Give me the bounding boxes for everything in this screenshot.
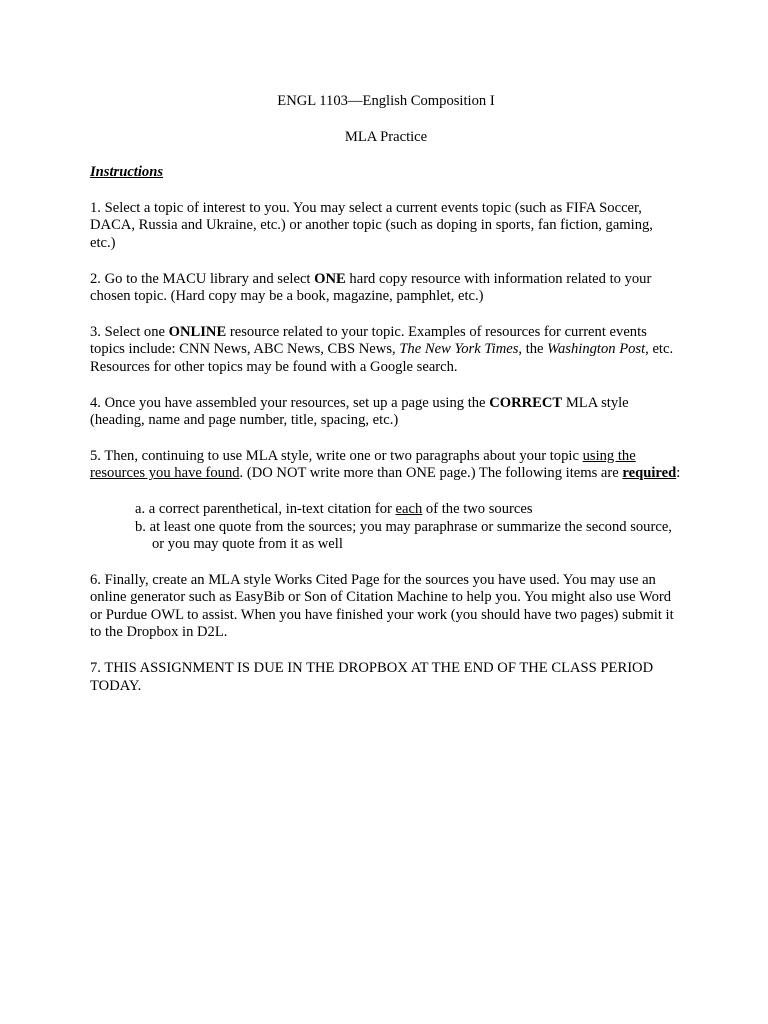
item-2-text-end: hard copy resource with information related to your chosen topic. (Hard copy may be a book, magazine, pamphlet, etc.) — [90, 270, 652, 305]
item-2-emphasis-one: ONE — [314, 270, 346, 287]
instruction-item-5 — [90, 448, 682, 483]
instruction-item-1: 1. Select a topic of interest to you. You may select a current events topic (such as FIFA Soccer, DACA, Russia and Ukraine, etc.) or another topic (such as doping in sports, fan fiction, gaming, etc.) — [90, 199, 653, 251]
instruction-item-2 — [90, 271, 682, 306]
assignment-title: MLA Practice — [344, 128, 428, 145]
item-4-text-end: MLA style (heading, name and page number, title, spacing, etc.) — [90, 394, 629, 429]
required-item-a — [135, 501, 682, 519]
instruction-item-6: 6. Finally, create an MLA style Works Cited Page for the sources you have used. You may use an online generator such as EasyBib or Son of Citation Machine to help you. You might also use Word or Purdue OWL to assist. When you have finished your work (you should have two pages) submit it to the Dropbox in D2L. — [90, 571, 674, 641]
item-3-text-middle: resource related to your topic. Examples of resources for current events topics include: CNN News, ABC News, CBS News, — [90, 323, 647, 358]
item-a-text-start: a. a correct parenthetical, in-text citation for — [135, 500, 396, 517]
item-3-nyt-title: The New York Times — [399, 341, 519, 358]
item-2-text-start: 2. Go to the MACU library and select — [90, 270, 315, 287]
instruction-item-4 — [90, 395, 682, 430]
item-5-text-start: 5. Then, continuing to use MLA style, write one or two paragraphs about your topic — [90, 447, 583, 464]
item-4-emphasis-correct: CORRECT — [489, 394, 563, 411]
item-3-emphasis-online: ONLINE — [168, 323, 227, 340]
item-3-text-between: , the — [518, 341, 548, 358]
item-3-text-end: , etc. Resources for other topics may be found with a Google search. — [90, 341, 674, 375]
item-5-text-middle: . (DO NOT write more than ONE page.) The following items are — [239, 465, 623, 482]
item-3-wapo-title: Washington Post — [547, 341, 646, 358]
item-5-text-end: : — [676, 465, 681, 482]
item-a-underlined-each: each — [395, 500, 423, 517]
instruction-item-7: 7. THIS ASSIGNMENT IS DUE IN THE DROPBOX AT THE END OF THE CLASS PERIOD TODAY. — [90, 660, 654, 694]
item-3-text-start: 3. Select one — [90, 323, 169, 340]
required-item-b: b. at least one quote from the sources; you may paraphrase or summarize the second source, or you may quote from it as well — [135, 518, 672, 553]
item-4-text-start: 4. Once you have assembled your resources, set up a page using the — [90, 394, 490, 411]
item-a-text-end: of the two sources — [422, 500, 533, 517]
instructions-heading: Instructions — [90, 164, 164, 181]
document-body — [90, 93, 682, 713]
required-items-list — [90, 501, 682, 554]
item-5-required-underline: required — [622, 465, 677, 482]
item-5-required-word — [622, 465, 676, 481]
course-title: ENGL 1103—English Composition I — [277, 93, 495, 109]
item-5-underlined-phrase: using the resources you have found — [90, 447, 636, 482]
instruction-item-3 — [90, 324, 682, 377]
